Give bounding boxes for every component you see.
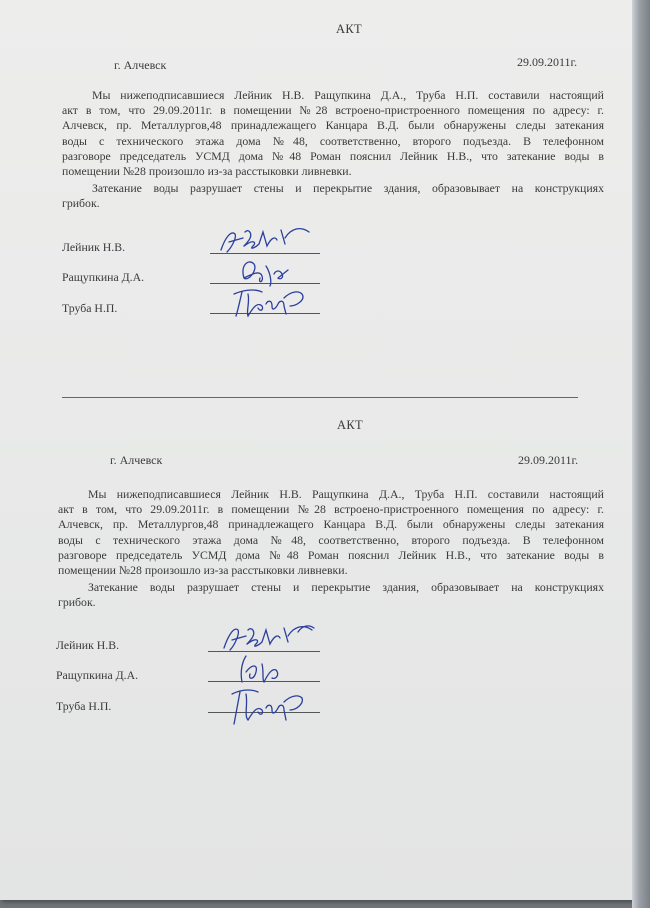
signatory-name: Лейник Н.В. — [62, 240, 126, 254]
act-city: г. Алчевск — [110, 453, 163, 467]
act-paragraph-2 — [58, 580, 604, 610]
signature-truba — [228, 284, 308, 320]
signatory-name: Труба Н.П. — [56, 699, 112, 713]
text-line: Алчевск, пр. Металлургов,48 принадлежащего Канцара В.Д. были обнаружены следы затекания — [62, 118, 604, 133]
text-line: грибок. — [58, 595, 96, 610]
signatory-name: Лейник Н.В. — [56, 638, 120, 652]
act-title: АКТ — [336, 22, 362, 36]
text-line: акт в том, что 29.09.2011г. в помещении №28 встроено-пристроенного помещения по адресу: г. — [62, 103, 604, 118]
text-line: воды с технического этажа дома №48, соответственно, второго подъезда. В телефонном — [58, 532, 604, 547]
cut-line-divider — [62, 397, 578, 398]
signature-leinik — [216, 620, 320, 656]
text-line: помещении №28 произошло из-за расстыковки ливневки. — [62, 164, 352, 179]
act-paragraph-2 — [62, 181, 604, 211]
act-title: АКТ — [337, 418, 363, 432]
act-date: 29.09.2011г. — [518, 453, 579, 467]
text-line: Затекание воды разрушает стены и перекрытие здания, образовывает на конструкциях — [88, 580, 604, 594]
text-line: помещении №28 произошло из-за расстыковки ливневки. — [58, 563, 348, 578]
text-line: акт в том, что 29.09.2011г. в помещении №28 встроено-пристроенного помещения по адресу: г. — [58, 502, 604, 517]
text-line: Затекание воды разрушает стены и перекрытие здания, образовывает на конструкциях — [92, 181, 604, 195]
text-line: разговоре председатель УСМД дома №48 Роман пояснил Лейник Н.В., что затекание воды в — [62, 148, 604, 163]
text-line: Мы нижеподписавшиеся Лейник Н.В. Ращупкина Д.А., Труба Н.П. составили настоящий — [92, 88, 604, 102]
act-paragraph-1 — [58, 487, 604, 578]
signature-leinik — [215, 224, 315, 258]
signatory-name: Труба Н.П. — [62, 301, 118, 315]
page-edge — [632, 0, 650, 908]
signature-truba — [226, 684, 306, 728]
text-line: разговоре председатель УСМД дома №48 Роман пояснил Лейник Н.В., что затекание воды в — [58, 547, 604, 562]
act-paragraph-1 — [62, 88, 604, 179]
act-city: г. Алчевск — [114, 58, 167, 72]
text-line: грибок. — [62, 196, 100, 211]
signatory-name: Ращупкина Д.А. — [56, 668, 139, 682]
signatory-name: Ращупкина Д.А. — [62, 270, 145, 284]
text-line: Мы нижеподписавшиеся Лейник Н.В. Ращупкина Д.А., Труба Н.П. составили настоящий — [88, 487, 604, 501]
text-line: Алчевск, пр. Металлургов,48 принадлежащего Канцара В.Д. были обнаружены следы затекания — [58, 517, 604, 532]
signature-rashchupkina — [226, 652, 296, 686]
text-line: воды с технического этажа дома №48, соответственно, второго подъезда. В телефонном — [62, 133, 604, 148]
act-date: 29.09.2011г. — [517, 55, 578, 69]
